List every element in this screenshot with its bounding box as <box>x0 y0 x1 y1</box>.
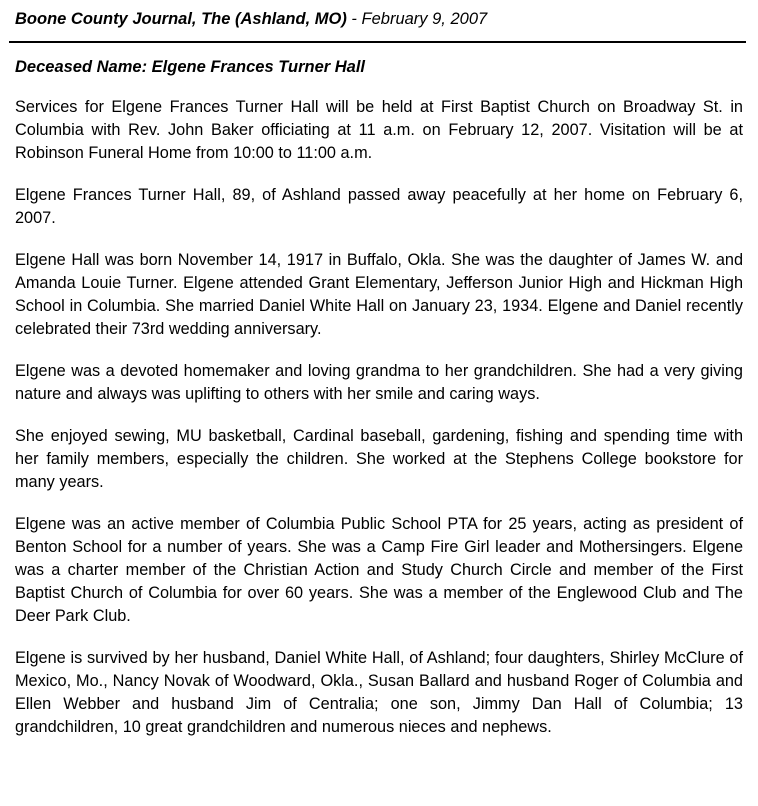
obituary-body <box>15 96 743 758</box>
publication-name: Boone County Journal, The (Ashland, MO) <box>15 10 347 28</box>
paragraph-passing: Elgene Frances Turner Hall, 89, of Ashland passed away peacefully at her home on February 6, 2007. <box>15 186 743 227</box>
paragraph-biography: Elgene Hall was born November 14, 1917 in Buffalo, Okla. She was the daughter of James W. and Amanda Louie Turner. Elgene attended Grant Elementary, Jefferson Junior High and Hickman High School in Columbia. She married Daniel White Hall on January 23, 1934. Elgene and Daniel recently celebrated their 73rd wedding anniversary. <box>15 251 743 338</box>
publication-date: February 9, 2007 <box>361 10 488 28</box>
paragraph-survivors: Elgene is survived by her husband, Daniel White Hall, of Ashland; four daughters, Shirley McClure of Mexico, Mo., Nancy Novak of Woodward, Okla., Susan Ballard and husband Roger of Columbia and Ellen Webber and husband Jim of Centralia; one son, Jimmy Dan Hall of Columbia; 13 grandchildren, 10 great grandchildren and numerous nieces and nephews. <box>15 649 743 736</box>
paragraph-services: Services for Elgene Frances Turner Hall will be held at First Baptist Church on Broadway St. in Columbia with Rev. John Baker officiating at 11 a.m. on February 12, 2007. Visitation will be at Robinson Funeral Home from 10:00 to 11:00 a.m. <box>15 98 743 162</box>
deceased-name-heading: Deceased Name: Elgene Frances Turner Hall <box>15 58 366 76</box>
header-separator: - <box>346 10 362 28</box>
document-header <box>15 8 487 30</box>
header-divider <box>9 41 746 43</box>
paragraph-character: Elgene was a devoted homemaker and loving grandma to her grandchildren. She had a very giving nature and always was uplifting to others with her smile and caring ways. <box>15 362 743 403</box>
paragraph-activities: Elgene was an active member of Columbia Public School PTA for 25 years, acting as president of Benton School for a number of years. She was a Camp Fire Girl leader and Mothersingers. Elgene was a charter member of the Christian Action and Study Church Circle and member of the First Baptist Church of Columbia for over 60 years. She was a member of the Englewood Club and The Deer Park Club. <box>15 515 743 625</box>
paragraph-hobbies: She enjoyed sewing, MU basketball, Cardinal baseball, gardening, fishing and spending time with her family members, especially the children. She worked at the Stephens College bookstore for many years. <box>15 427 743 491</box>
